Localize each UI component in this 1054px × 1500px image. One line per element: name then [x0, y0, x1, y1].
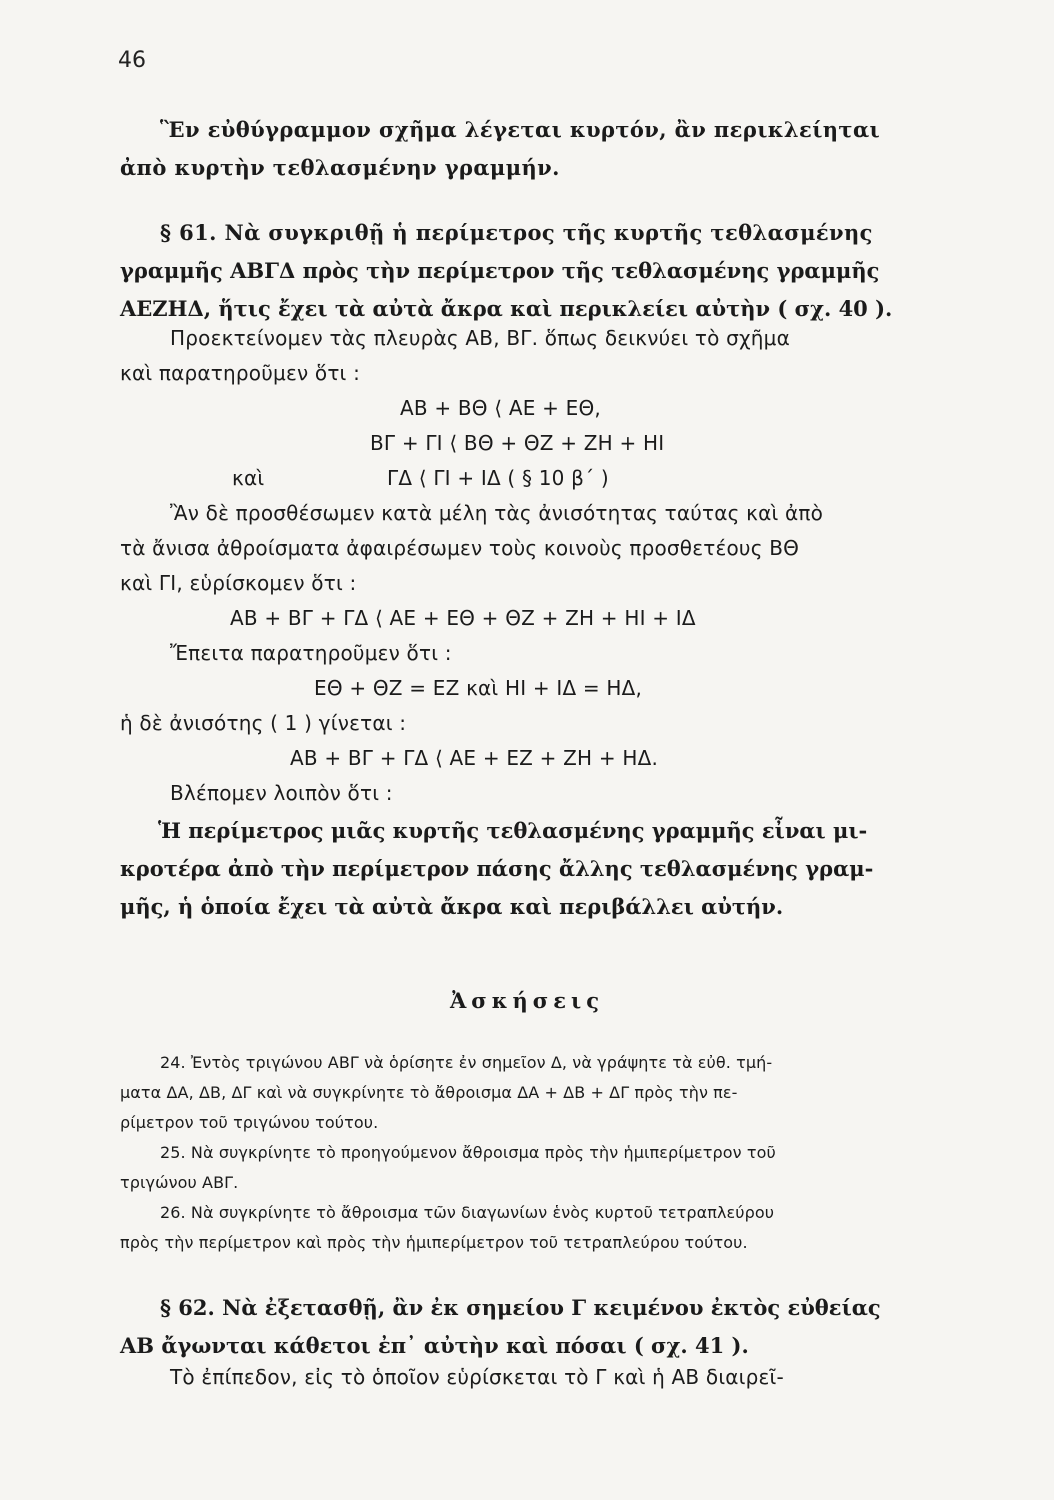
text-line: καὶ παρατηροῦμεν ὅτι : — [120, 361, 361, 385]
text-line: Ἔπειτα παρατηροῦμεν ὅτι : — [170, 641, 452, 665]
text-line: καὶ ΓΙ, εὑρίσκομεν ὅτι : — [120, 571, 357, 595]
exercise-line: τριγώνου ΑΒΓ. — [120, 1173, 239, 1192]
exercise-line: ρίμετρον τοῦ τριγώνου τούτου. — [120, 1113, 379, 1132]
text-line: Ἓν εὐθύγραμμον σχῆμα λέγεται κυρτόν, ἂν περικλείηται — [160, 117, 881, 142]
equation: ΑΒ + ΒΓ + ΓΔ ⟨ ΑΕ + ΕΘ + ΘΖ + ΖΗ + ΗΙ + ΙΔ — [230, 606, 696, 630]
text-line: ἡ δὲ ἀνισότης ( 1 ) γίνεται : — [120, 711, 407, 735]
exercise-line: 25. Νὰ συγκρίνητε τὸ προηγούμενον ἄθροισμα πρὸς τὴν ἡμιπερίμετρον τοῦ — [160, 1143, 776, 1162]
equation: ΕΘ + ΘΖ = ΕΖ καὶ ΗΙ + ΙΔ = ΗΔ, — [314, 676, 643, 700]
text-line: Τὸ ἐπίπεδον, εἰς τὸ ὁποῖον εὑρίσκεται τὸ Γ καὶ ἡ ΑΒ διαιρεῖ- — [170, 1365, 784, 1389]
theorem-line: κροτέρα ἀπὸ τὴν περίμετρον πάσης ἄλλης τεθλασμένης γραμ- — [120, 856, 874, 881]
text-line: ἀπὸ κυρτὴν τεθλασμένην γραμμήν. — [120, 155, 560, 180]
section-heading: γραμμῆς ΑΒΓΔ πρὸς τὴν περίμετρον τῆς τεθλασμένης γραμμῆς — [120, 258, 880, 283]
equation: ΑΒ + ΒΓ + ΓΔ ⟨ ΑΕ + ΕΖ + ΖΗ + ΗΔ. — [290, 746, 659, 770]
text-line: τὰ ἄνισα ἀθροίσματα ἀφαιρέσωμεν τοὺς κοινοὺς προσθετέους ΒΘ — [120, 536, 800, 560]
section-heading: § 62. Νὰ ἐξετασθῇ, ἂν ἐκ σημείου Γ κειμένου ἐκτὸς εὐθείας — [160, 1295, 881, 1320]
text-line: Ἂν δὲ προσθέσωμεν κατὰ μέλη τὰς ἀνισότητας ταύτας καὶ ἀπὸ — [170, 501, 824, 525]
equation: ΒΓ + ΓΙ ⟨ ΒΘ + ΘΖ + ΖΗ + ΗΙ — [370, 431, 665, 455]
text-line: καὶ — [232, 466, 265, 490]
theorem-line: Ἡ περίμετρος μιᾶς κυρτῆς τεθλασμένης γραμμῆς εἶναι μι- — [158, 818, 868, 843]
text-line: Προεκτείνομεν τὰς πλευρὰς ΑΒ, ΒΓ. ὅπως δεικνύει τὸ σχῆμα — [170, 326, 790, 350]
exercise-line: ματα ΔΑ, ΔΒ, ΔΓ καὶ νὰ συγκρίνητε τὸ ἄθροισμα ΔΑ + ΔΒ + ΔΓ πρὸς τὴν πε- — [120, 1083, 738, 1102]
exercise-line: πρὸς τὴν περίμετρον καὶ πρὸς τὴν ἡμιπερίμετρον τοῦ τετραπλεύρου τούτου. — [120, 1233, 748, 1252]
theorem-line: μῆς, ἡ ὁποία ἔχει τὰ αὐτὰ ἄκρα καὶ περιβάλλει αὐτήν. — [120, 894, 784, 919]
equation: ΓΔ ⟨ ΓΙ + ΙΔ ( § 10 β΄ ) — [387, 466, 609, 490]
exercise-line: 24. Ἐντὸς τριγώνου ΑΒΓ νὰ ὁρίσητε ἐν σημεῖον Δ, νὰ γράψητε τὰ εὐθ. τμή- — [160, 1053, 773, 1072]
exercise-line: 26. Νὰ συγκρίνητε τὸ ἄθροισμα τῶν διαγωνίων ἑνὸς κυρτοῦ τετραπλεύρου — [160, 1203, 775, 1222]
exercises-heading: Ἀσκήσεις — [450, 988, 604, 1013]
section-heading: ΑΒ ἄγωνται κάθετοι ἐπ᾽ αὐτὴν καὶ πόσαι ( σχ. 41 ). — [120, 1333, 749, 1358]
section-heading: ΑΕΖΗΔ, ἥτις ἔχει τὰ αὐτὰ ἄκρα καὶ περικλείει αὐτὴν ( σχ. 40 ). — [120, 296, 893, 321]
section-heading: § 61. Νὰ συγκριθῇ ἡ περίμετρος τῆς κυρτῆς τεθλασμένης — [160, 220, 873, 245]
page-number: 46 — [118, 48, 146, 73]
text-line: Βλέπομεν λοιπὸν ὅτι : — [170, 781, 393, 805]
equation: ΑΒ + ΒΘ ⟨ ΑΕ + ΕΘ, — [400, 396, 601, 420]
